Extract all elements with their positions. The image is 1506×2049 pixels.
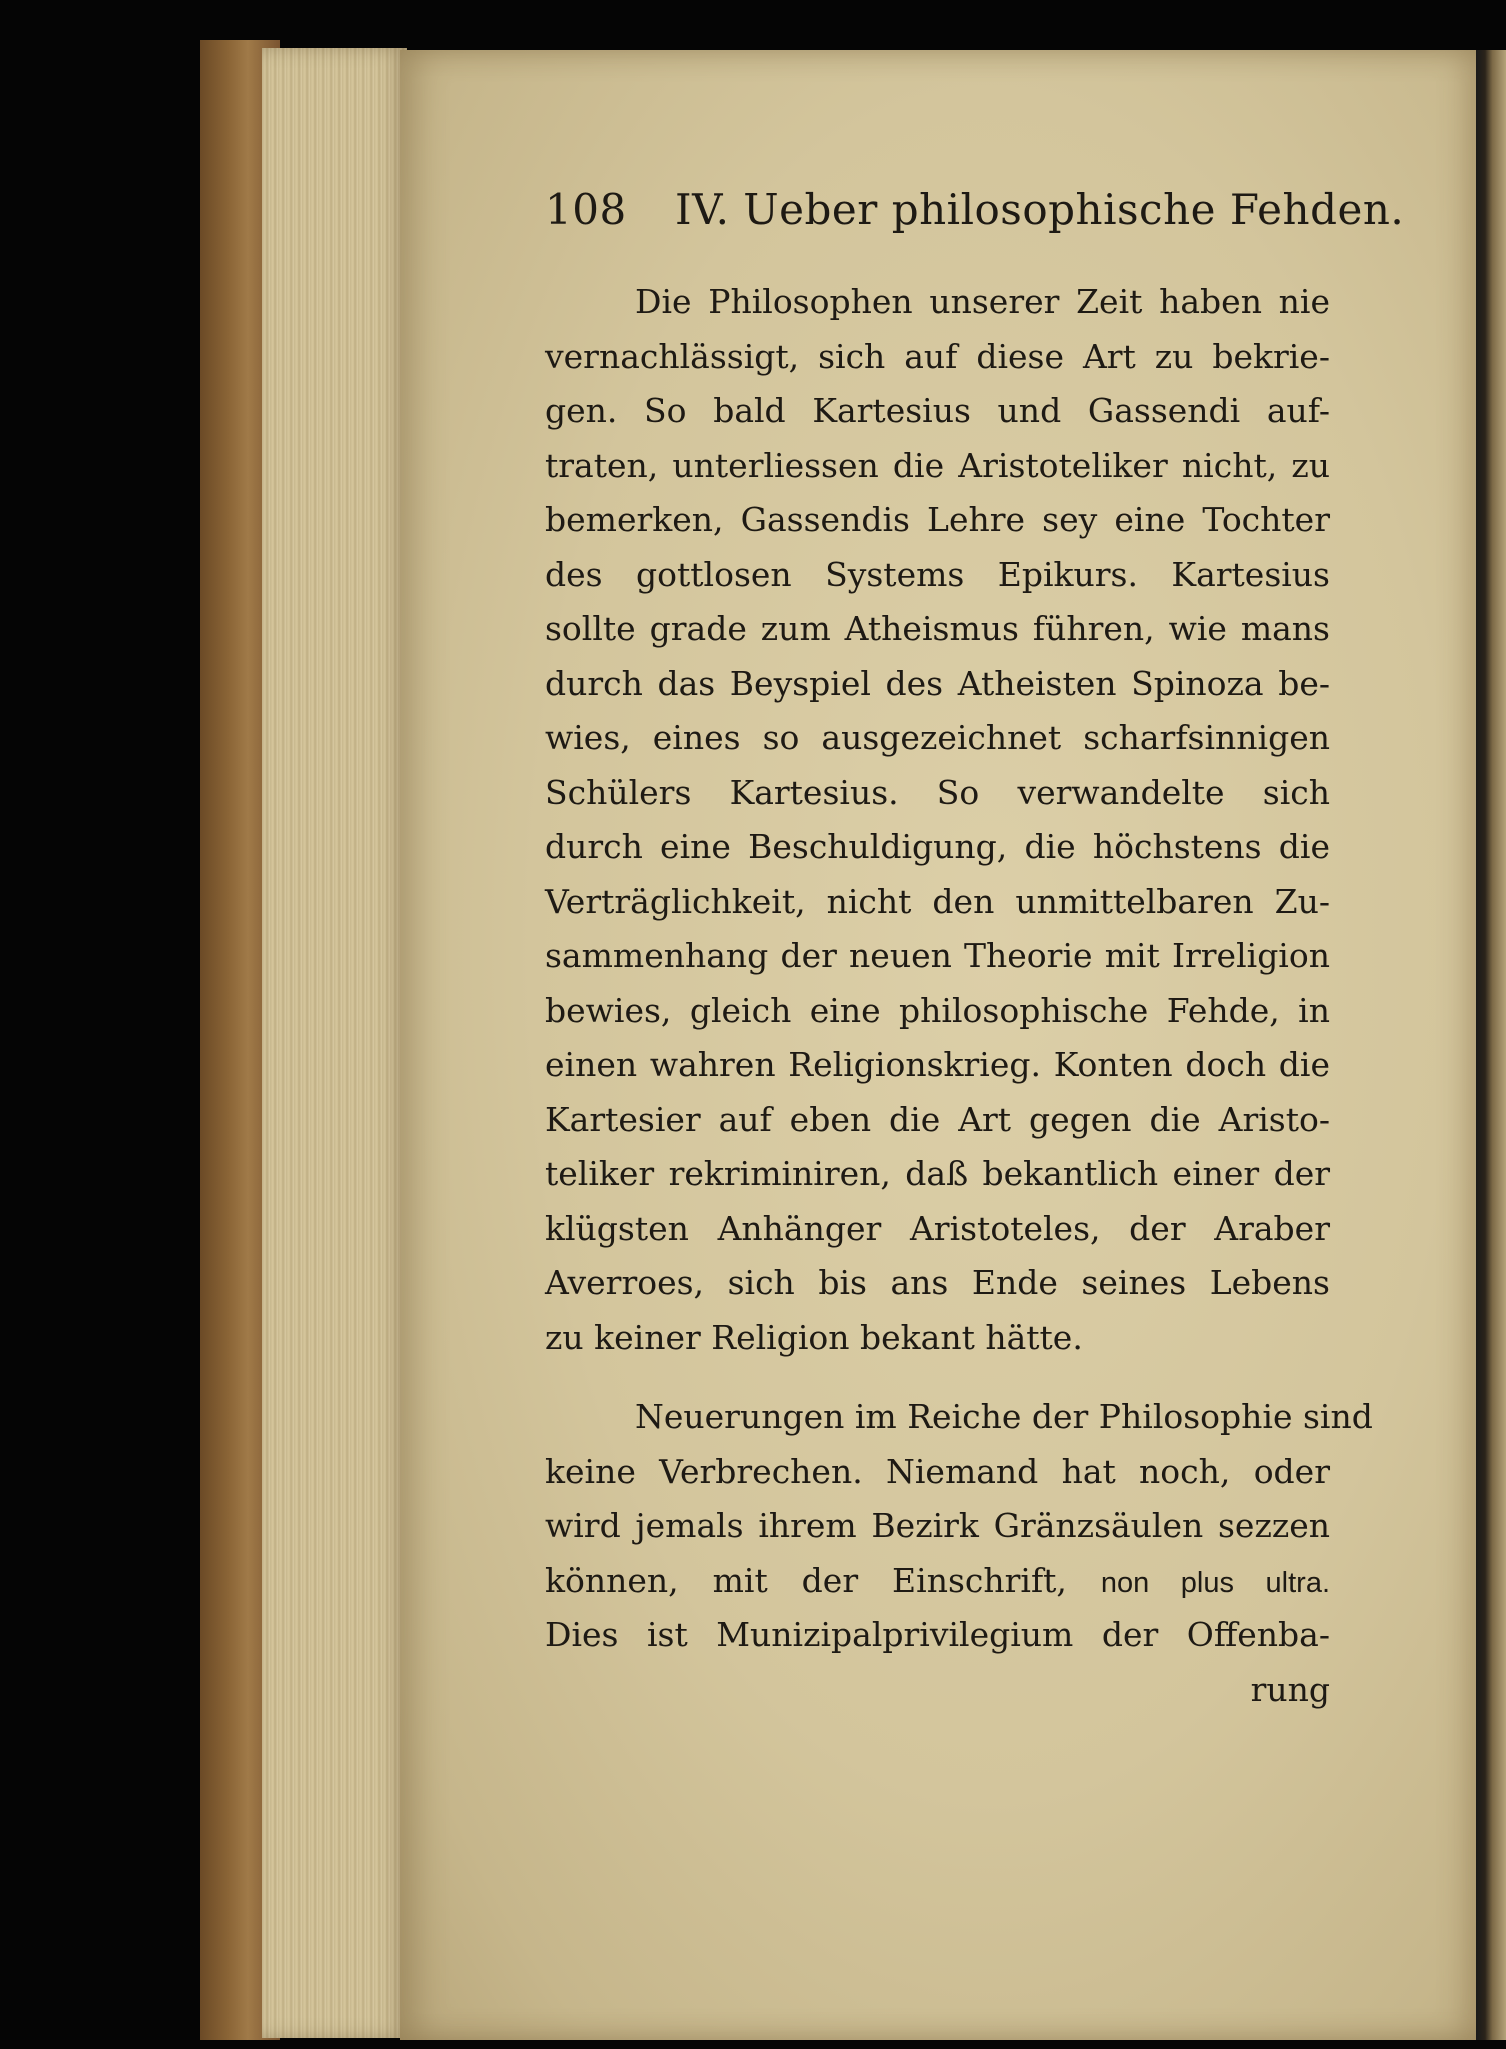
text-line: zu keiner Religion bekant hätte. (545, 1317, 1083, 1357)
paragraph-1 (545, 275, 1330, 1365)
text-line: Dies ist Munizipalprivilegium der Offenba- (545, 1615, 1330, 1654)
text-line: Kartesier auf eben die Art gegen die Aristo- (545, 1099, 1330, 1139)
facing-page-edge (1476, 50, 1506, 2040)
text-line: durch das Beyspiel des Atheisten Spinoza be- (545, 663, 1330, 703)
page-edges (262, 48, 407, 2038)
page-number: 108 (545, 185, 627, 234)
text-line: klügsten Anhänger Aristoteles, der Araber (545, 1208, 1330, 1248)
text-line: teliker rekriminiren, daß bekantlich einer der (545, 1154, 1330, 1193)
text-segment: können, mit der Einschrift, (545, 1560, 1067, 1600)
text-line: einen wahren Religionskrieg. Konten doch die (545, 1045, 1330, 1084)
paragraph-2 (545, 1390, 1373, 1663)
text-line: wird jemals ihrem Bezirk Gränzsäulen sezzen (545, 1506, 1330, 1545)
text-line: Neuerungen im Reiche der Philosophie sind (635, 1397, 1373, 1436)
text-line: bemerken, Gassendis Lehre sey eine Tochter (545, 500, 1330, 539)
chapter-title: IV. Ueber philosophische Fehden. (675, 185, 1405, 234)
catchword: rung (1250, 1669, 1330, 1709)
text-line: bewies, gleich eine philosophische Fehde, in (545, 990, 1330, 1030)
text-line: sollte grade zum Atheismus führen, wie mans (545, 609, 1330, 648)
text-line: wies, eines so ausgezeichnet scharfsinnigen (545, 718, 1330, 757)
text-line: keine Verbrechen. Niemand hat noch, oder (545, 1451, 1330, 1491)
text-line: sammenhang der neuen Theorie mit Irreligion (545, 936, 1330, 975)
text-line: durch eine Beschuldigung, die höchstens die (545, 827, 1330, 866)
text-line: des gottlosen Systems Epikurs. Kartesius (545, 554, 1330, 594)
running-head (545, 185, 1405, 255)
text-line: Schülers Kartesius. So verwandelte sich (545, 772, 1330, 812)
text-line: Die Philosophen unserer Zeit haben nie (635, 282, 1330, 321)
text-line: vernachlässigt, sich auf diese Art zu bekrie- (545, 336, 1330, 376)
text-line-with-latin (545, 1554, 1330, 1609)
text-block (545, 185, 1405, 1717)
text-line: traten, unterliessen die Aristoteliker nicht, zu (545, 445, 1330, 485)
latin-phrase: non plus ultra. (1100, 1566, 1330, 1599)
text-line: gen. So bald Kartesius und Gassendi auf- (545, 391, 1330, 430)
text-line: Verträglichkeit, nicht den unmittelbaren Zu- (545, 881, 1330, 921)
text-line: Averroes, sich bis ans Ende seines Lebens (545, 1263, 1330, 1302)
